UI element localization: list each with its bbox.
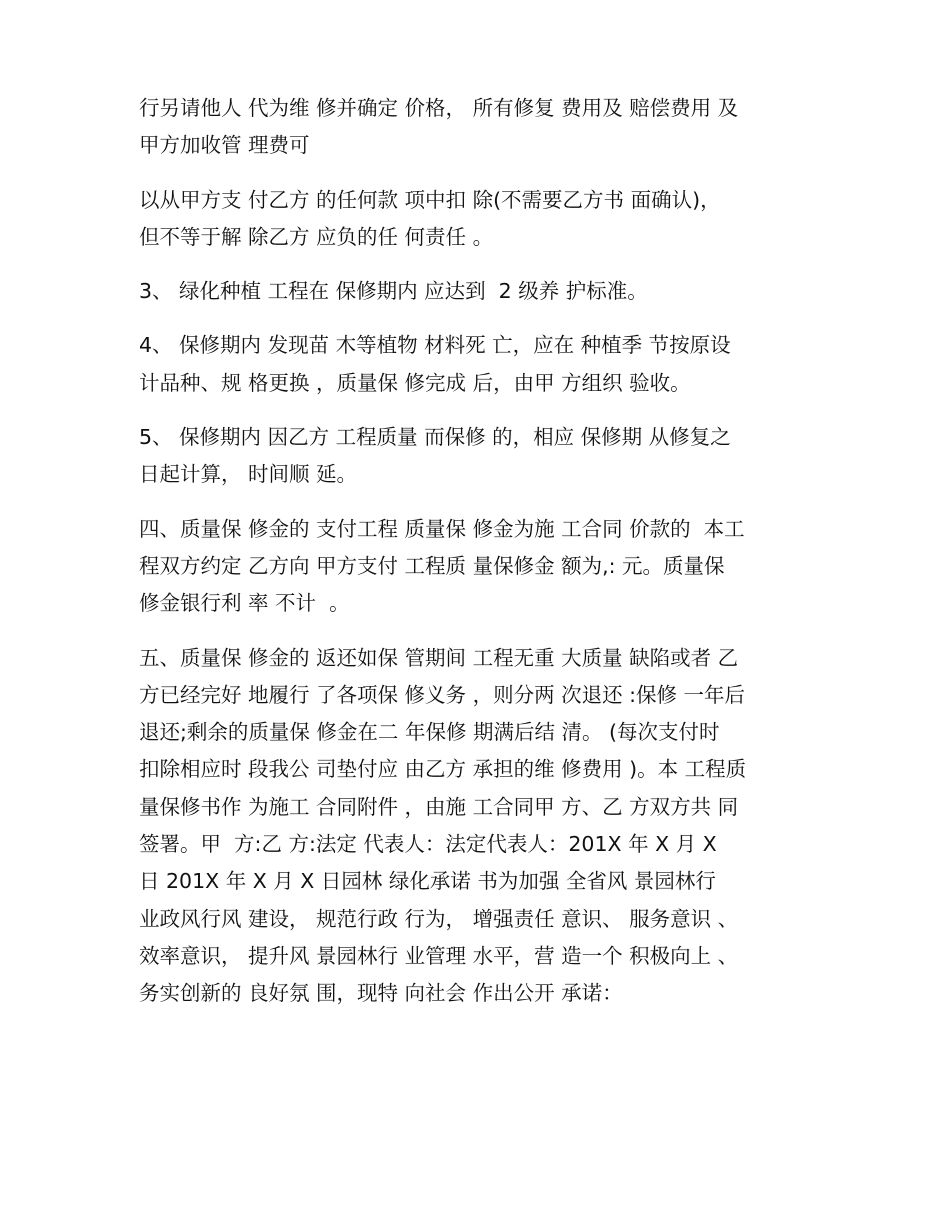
text-line: 行另请他人 代为维 修并确定 价格， 所有修复 费用及 赔偿费用 及: [139, 96, 739, 120]
text-line: 甲方加收管 理费可: [139, 133, 310, 158]
paragraph-item-3: [139, 273, 819, 310]
document-body: [139, 90, 819, 1030]
text-line: 四、质量保 修金的 支付工程 质量保 修金为施 工合同 价款的 本工: [139, 516, 745, 541]
text-line: 以从甲方支 付乙方 的任何款 项中扣 除(不需要乙方书 面确认)，: [139, 187, 721, 212]
text-line: 签署。甲 方:乙 方:法定 代表人：法定代表人：201X 年 X 月 X: [139, 832, 717, 857]
text-line: 计品种、规 格更换 ，质量保 修完成 后，由甲 方组织 验收。: [139, 370, 691, 395]
text-line: 扣除相应时 段我公 司垫付应 由乙方 承担的维 修费用 )。本 工程质: [139, 757, 747, 782]
text-line: 但不等于解 除乙方 应负的任 何责任 。: [139, 224, 494, 249]
text-line: 量保修书作 为施工 合同附件 ，由施 工合同甲 方、乙 方双方共 同: [139, 794, 739, 819]
text-line: 程双方约定 乙方向 甲方支付 工程质 量保修金 额为,: 元。质量保: [139, 553, 725, 578]
text-line: 退还;剩余的质量保 修金在二 年保修 期满后结 清。 (每次支付时: [139, 720, 720, 745]
paragraph-section-5: [139, 640, 819, 1013]
text-line: 5、 保修期内 因乙方 工程质量 而保修 的，相应 保修期 从修复之: [139, 425, 731, 450]
paragraph-item-5: [139, 419, 819, 494]
text-line: 效率意识， 提升风 景园林行 业管理 水平，营 造一个 积极向上 、: [139, 943, 739, 968]
paragraph-deduction: [139, 182, 819, 257]
paragraph-repair-by-others: [139, 90, 819, 165]
text-line: 业政风行风 建设， 规范行政 行为， 增强责任 意识、 服务意识 、: [139, 906, 739, 931]
paragraph-section-4: [139, 511, 819, 623]
paragraph-item-4: [139, 327, 819, 402]
text-line: 五、质量保 修金的 返还如保 管期间 工程无重 大质量 缺陷或者 乙: [139, 645, 739, 670]
text-line: 方已经完好 地履行 了各项保 修义务 ，则分两 次退还 :保修 一年后: [139, 682, 746, 707]
text-line: 4、 保修期内 发现苗 木等植物 材料死 亡，应在 种植季 节按原设: [139, 333, 731, 358]
text-line: 务实创新的 良好氛 围，现特 向社会 作出公开 承诺：: [139, 981, 623, 1006]
text-line: 日起计算， 时间顺 延。: [139, 462, 358, 487]
text-line: 日 201X 年 X 月 X 日园林 绿化承诺 书为加强 全省风 景园林行: [139, 869, 716, 894]
text-line: 3、 绿化种植 工程在 保修期内 应达到 2 级养 护标准。: [139, 279, 648, 304]
text-line: 修金银行利 率 不计 。: [139, 591, 350, 616]
